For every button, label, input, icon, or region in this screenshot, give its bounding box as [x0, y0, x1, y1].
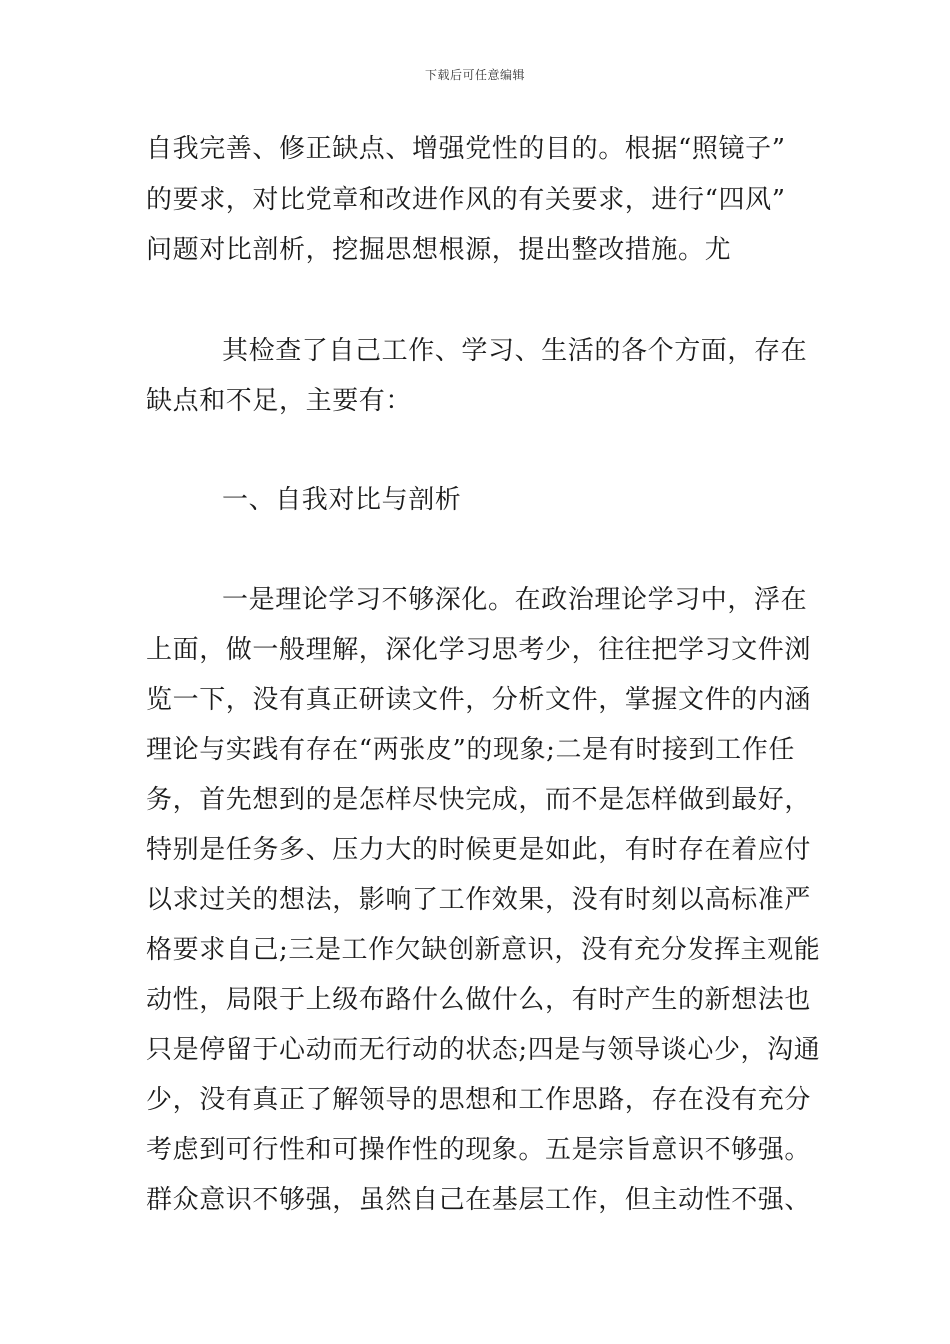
body-line: 的要求，对比党章和改进作风的有关要求，进行“四风” [146, 185, 786, 215]
body-line: 动性，局限于上级布路什么做什么，有时产生的新想法也 [146, 985, 812, 1015]
body-line: 上面，做一般理解，深化学习思考少，往往把学习文件浏 [146, 635, 812, 665]
body-line: 少，没有真正了解领导的思想和工作思路，存在没有充分 [146, 1085, 812, 1115]
body-line: 自我完善、修正缺点、增强党性的目的。根据“照镜子” [146, 134, 786, 164]
body-line: 务，首先想到的是怎样尽快完成，而不是怎样做到最好， [146, 785, 812, 815]
body-line: 问题对比剖析，挖掘思想根源，提出整改措施。尤 [146, 235, 732, 265]
body-line: 以求过关的想法，影响了工作效果，没有时刻以高标准严 [146, 885, 812, 915]
body-line: 缺点和不足，主要有： [146, 386, 413, 416]
body-line: 考虑到可行性和可操作性的现象。五是宗旨意识不够强。 [146, 1135, 812, 1165]
body-line: 只是停留于心动而无行动的状态;四是与领导谈心少，沟通 [146, 1035, 821, 1065]
body-line: 格要求自己;三是工作欠缺创新意识，没有充分发挥主观能 [146, 935, 821, 965]
body-line: 其检查了自己工作、学习、生活的各个方面，存在 [222, 336, 808, 366]
body-line: 一是理论学习不够深化。在政治理论学习中，浮在 [222, 585, 808, 615]
page-header: 下载后可任意编辑 [424, 68, 525, 82]
body-line: 理论与实践有存在“两张皮”的现象;二是有时接到工作任 [146, 735, 795, 765]
body-line: 群众意识不够强，虽然自己在基层工作，但主动性不强、 [146, 1185, 812, 1215]
body-line: 览一下，没有真正研读文件，分析文件，掌握文件的内涵 [146, 685, 812, 715]
body-line: 特别是任务多、压力大的时候更是如此，有时存在着应付 [146, 835, 812, 865]
section-heading: 一、自我对比与剖析 [222, 485, 462, 515]
